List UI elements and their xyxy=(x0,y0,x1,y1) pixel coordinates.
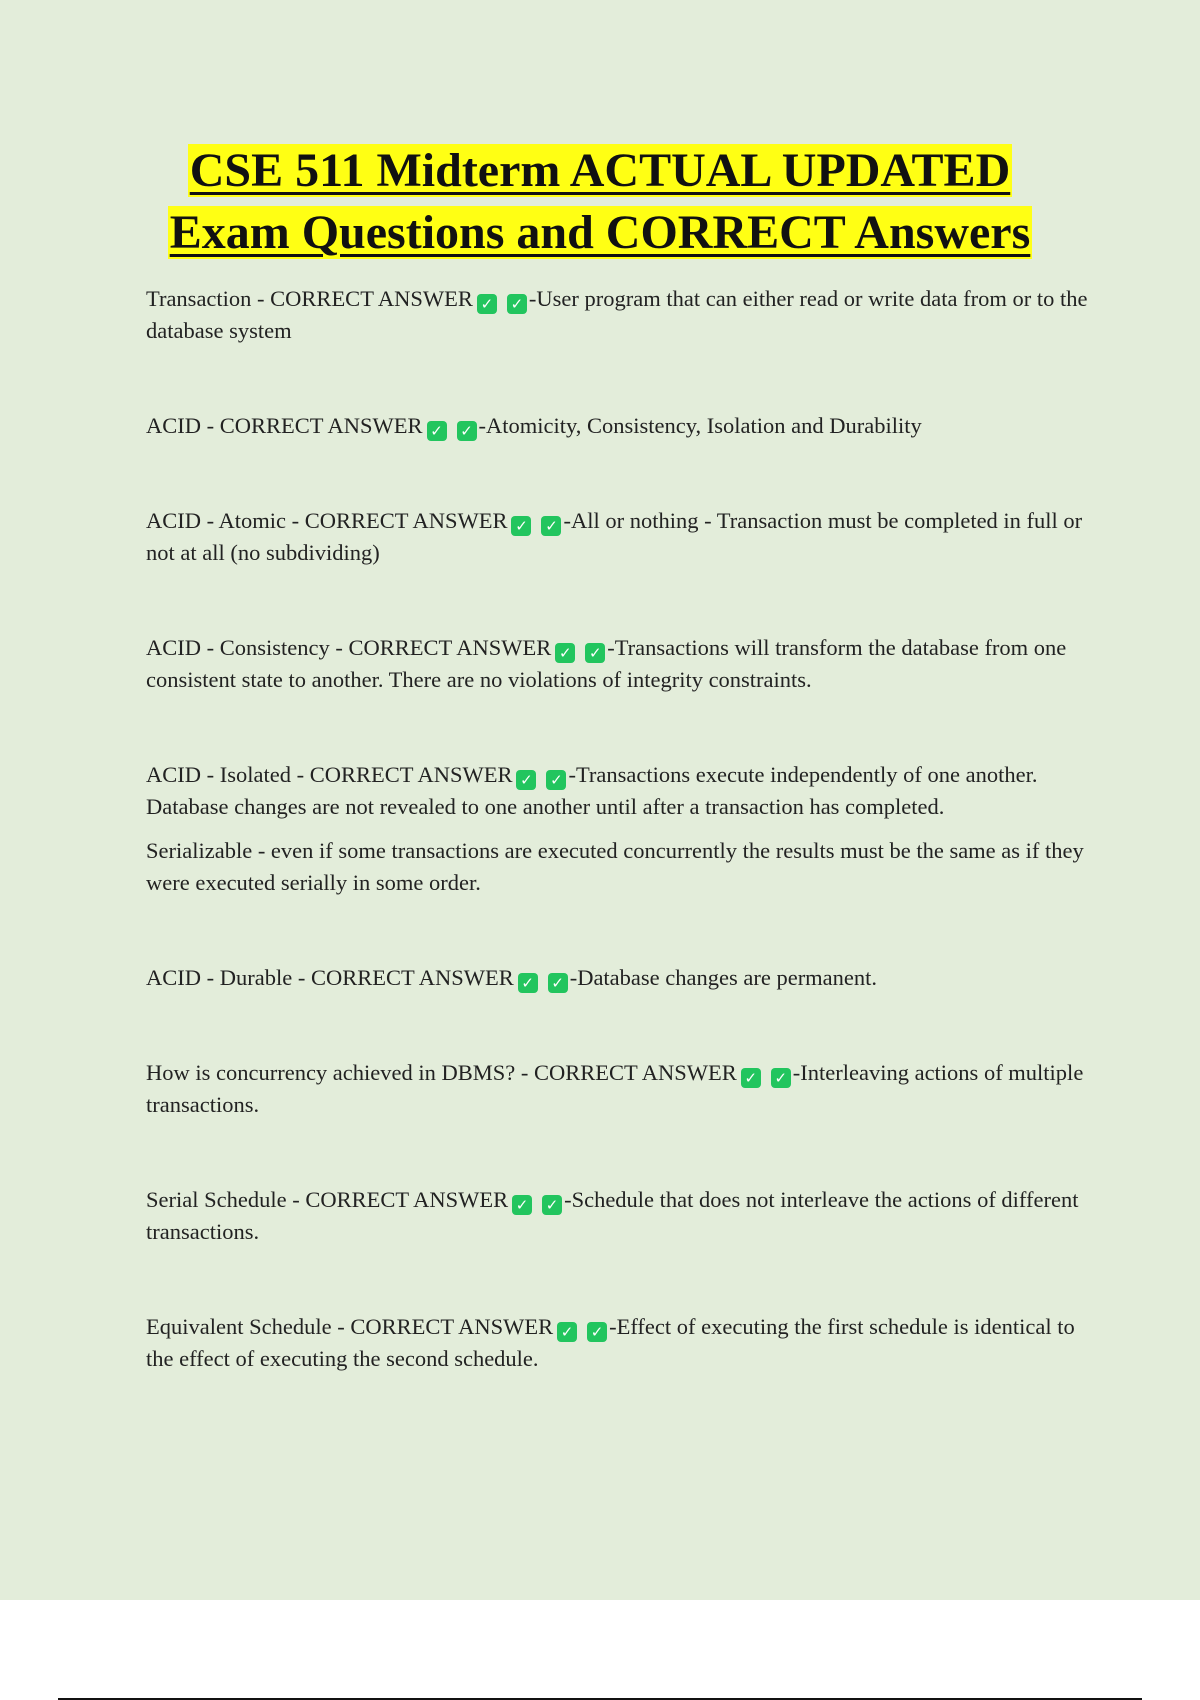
check-mark-icon: ✓ xyxy=(741,1068,761,1088)
check-mark-icon: ✓ xyxy=(507,294,527,314)
answer-marker: CORRECT ANSWER xyxy=(348,635,552,660)
term: Equivalent Schedule - xyxy=(146,1314,351,1339)
check-mark-icon: ✓ xyxy=(541,516,561,536)
definition: -Interleaving actions of multiple transactions. xyxy=(146,1060,1084,1117)
qa-item xyxy=(146,962,1096,994)
check-mark-icon: ✓ xyxy=(427,421,447,441)
check-mark-icon: ✓ xyxy=(771,1068,791,1088)
answer-marker: CORRECT ANSWER xyxy=(350,1314,554,1339)
definition: -Schedule that does not interleave the actions of different transactions. xyxy=(146,1187,1079,1244)
answer-marker: CORRECT ANSWER xyxy=(270,286,473,311)
check-mark-icon: ✓ xyxy=(585,643,605,663)
definition: -Transactions will transform the database from one consistent state to another. There are no violations of integrity constraints. xyxy=(146,635,1067,692)
qa-item xyxy=(146,1311,1096,1375)
qa-text xyxy=(146,410,1096,442)
qa-extra-text: Serializable - even if some transactions are executed concurrently the results must be the same as if they were executed serially in some order. xyxy=(146,838,1084,895)
qa-text xyxy=(146,283,1096,347)
definition: -All or nothing - Transaction must be completed in full or not at all (no subdividing) xyxy=(146,508,1083,565)
qa-text xyxy=(146,505,1096,569)
term: ACID - Consistency - xyxy=(146,635,349,660)
qa-text xyxy=(146,962,1096,994)
definition: -Database changes are permanent. xyxy=(569,965,878,990)
qa-item xyxy=(146,410,1096,442)
qa-item xyxy=(146,759,1096,899)
term: ACID - Atomic - xyxy=(146,508,305,533)
page-title xyxy=(0,140,1200,264)
answer-marker: CORRECT ANSWER xyxy=(304,508,508,533)
qa-text xyxy=(146,1057,1096,1121)
definition: -Transactions execute independently of one another. Database changes are not revealed to one another until after a transaction has completed. xyxy=(146,762,1038,819)
check-mark-icon: ✓ xyxy=(548,973,568,993)
answer-marker: CORRECT ANSWER xyxy=(534,1060,737,1085)
term: ACID - xyxy=(146,413,220,438)
check-mark-icon: ✓ xyxy=(546,770,566,790)
term: Serial Schedule - xyxy=(146,1187,306,1212)
qa-item xyxy=(146,632,1096,696)
answer-marker: CORRECT ANSWER xyxy=(309,762,513,787)
check-mark-icon: ✓ xyxy=(542,1195,562,1215)
check-mark-icon: ✓ xyxy=(516,770,536,790)
term: ACID - Isolated - xyxy=(146,762,310,787)
qa-text xyxy=(146,1311,1096,1375)
definition: -Effect of executing the first schedule is identical to the effect of executing the second schedule. xyxy=(146,1314,1075,1371)
qa-text xyxy=(146,759,1096,823)
answer-marker: CORRECT ANSWER xyxy=(219,413,423,438)
check-mark-icon: ✓ xyxy=(477,294,497,314)
title-line-1: CSE 511 Midterm ACTUAL UPDATED xyxy=(189,144,1011,197)
title-line-2: Exam Questions and CORRECT Answers xyxy=(169,206,1031,259)
qa-item xyxy=(146,505,1096,569)
answer-marker: CORRECT ANSWER xyxy=(310,965,514,990)
check-mark-icon: ✓ xyxy=(518,973,538,993)
qa-item xyxy=(146,283,1096,347)
term: Transaction - xyxy=(146,286,271,311)
qa-text xyxy=(146,632,1096,696)
check-mark-icon: ✓ xyxy=(557,1322,577,1342)
answer-marker: CORRECT ANSWER xyxy=(305,1187,509,1212)
check-mark-icon: ✓ xyxy=(587,1322,607,1342)
term: How is concurrency achieved in DBMS? - xyxy=(146,1060,535,1085)
qa-list xyxy=(146,283,1096,1375)
check-mark-icon: ✓ xyxy=(511,516,531,536)
definition: -Atomicity, Consistency, Isolation and Durability xyxy=(478,413,922,438)
check-mark-icon: ✓ xyxy=(457,421,477,441)
qa-item xyxy=(146,1057,1096,1121)
qa-text xyxy=(146,1184,1096,1248)
definition: -User program that can either read or write data from or to the database system xyxy=(146,286,1088,343)
qa-item xyxy=(146,1184,1096,1248)
term: ACID - Durable - xyxy=(146,965,311,990)
check-mark-icon: ✓ xyxy=(512,1195,532,1215)
check-mark-icon: ✓ xyxy=(555,643,575,663)
